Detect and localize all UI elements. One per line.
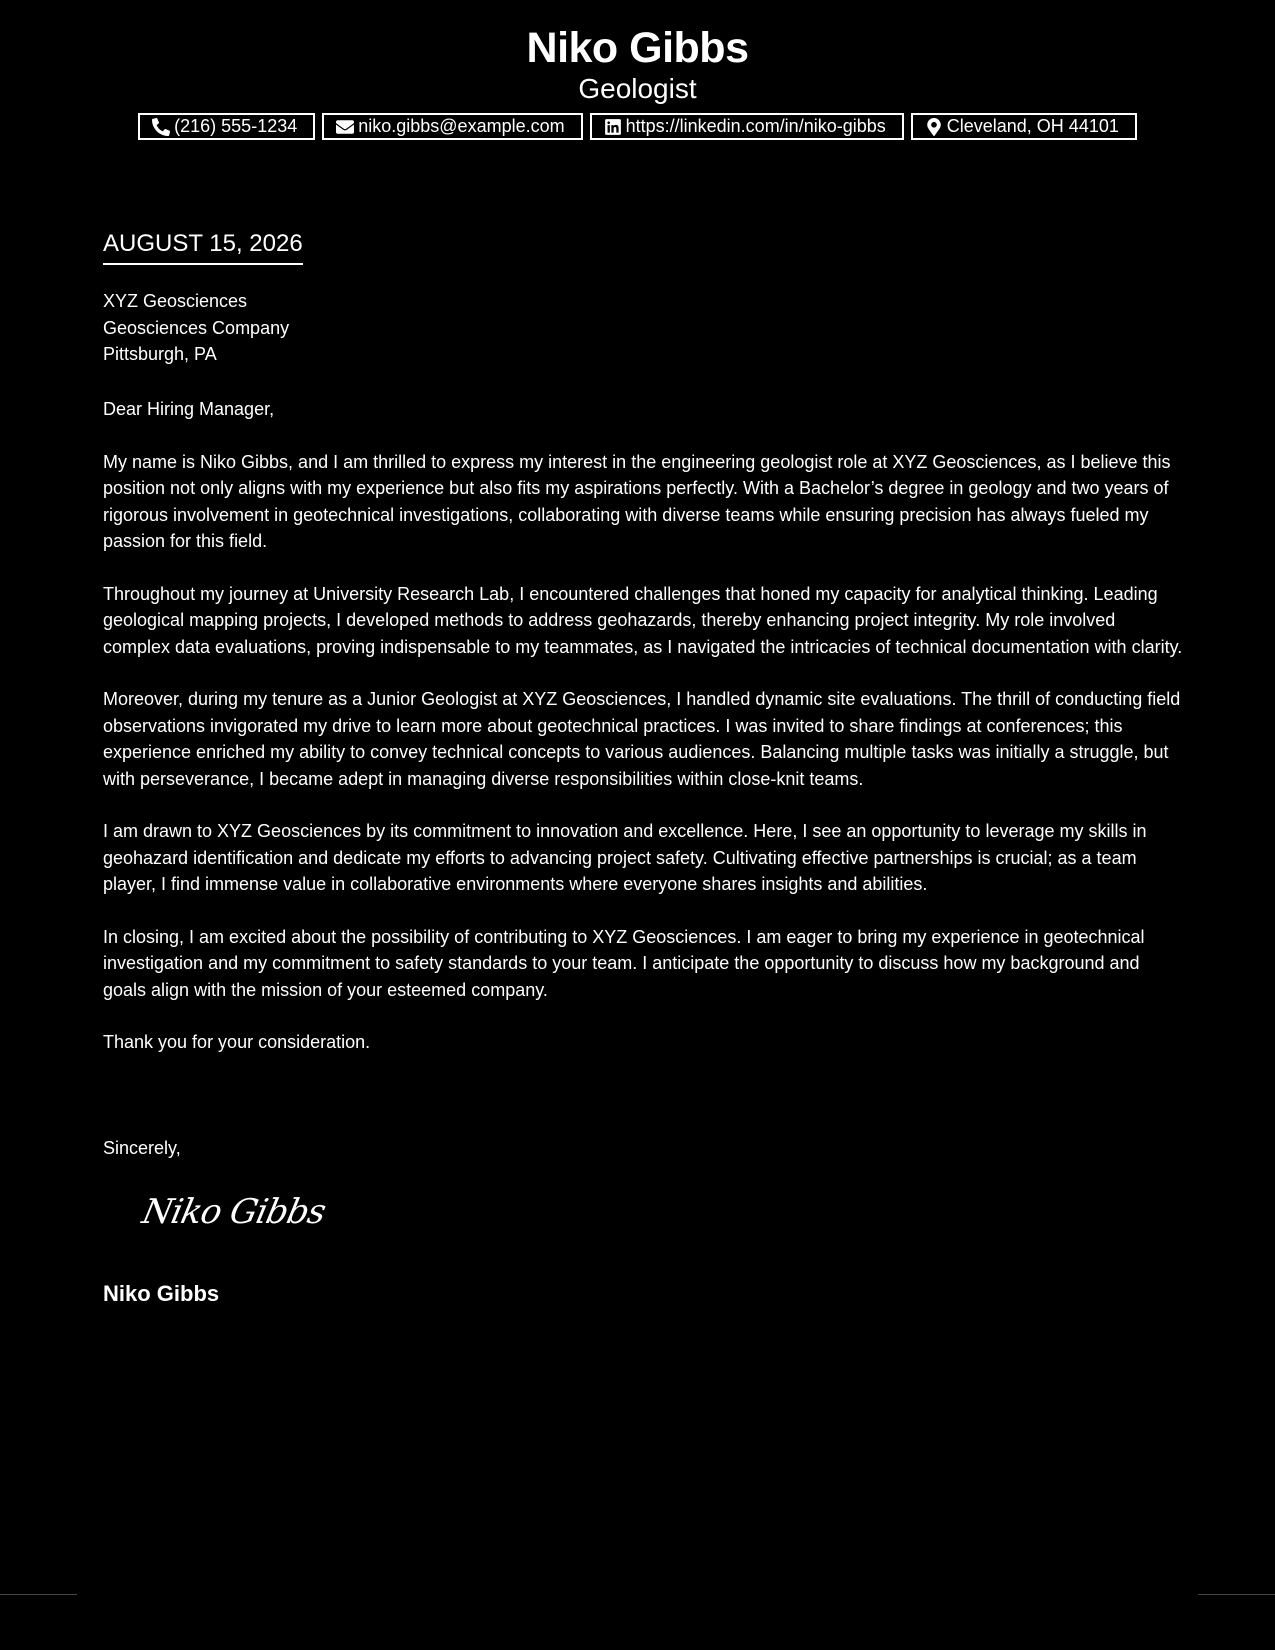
recipient-city: Pittsburgh, PA	[103, 344, 217, 364]
signature: Niko Gibbs	[138, 1192, 329, 1232]
body-paragraph-3: Moreover, during my tenure as a Junior Geologist at XYZ Geosciences, I handled dynamic site evaluations. The thrill of conducting field observations invigorated my drive to learn more about geotechnical practices. I was invited to share findings at conferences; this experience enriched my ability to convey technical concepts to various audiences. Balancing multiple tasks was initially a struggle, but with perseverance, I became adept in managing diverse responsibilities within close-knit teams.	[103, 689, 1181, 789]
email-text: niko.gibbs@example.com	[358, 116, 565, 136]
contact-linkedin[interactable]	[590, 113, 904, 140]
map-marker-icon	[925, 118, 943, 136]
contact-location[interactable]	[911, 113, 1137, 140]
envelope-icon	[336, 118, 354, 136]
thanks-line: Thank you for your consideration.	[103, 1032, 371, 1052]
closing: Sincerely,	[103, 1138, 181, 1158]
linkedin-text: https://linkedin.com/in/niko-gibbs	[625, 116, 886, 136]
footer-rule-right	[1198, 1594, 1275, 1595]
recipient-block	[103, 288, 289, 368]
contact-email[interactable]	[322, 113, 582, 140]
letter-date: AUGUST 15, 2026	[103, 228, 303, 265]
phone-text: (216) 555-1234	[174, 116, 298, 136]
contact-phone[interactable]	[138, 113, 315, 140]
body-paragraph-2: Throughout my journey at University Research Lab, I encountered challenges that honed my capacity for analytical thinking. Leading geological mapping projects, I developed methods to address geohazards, thereby enhancing project integrity. My role involved complex data evaluations, proving indispensable to my teammates, as I navigated the intricacies of technical documentation with clarity.	[103, 583, 1183, 657]
phone-icon	[152, 118, 170, 136]
body-paragraph-4: I am drawn to XYZ Geosciences by its commitment to innovation and excellence. Here, I see an opportunity to leverage my skills in geohazard identification and dedicate my efforts to advancing project safety. Cultivating effective partnerships is crucial; as a team player, I find immense value in collaborative environments where everyone shares insights and abilities.	[103, 821, 1147, 894]
contact-bar	[0, 113, 1275, 140]
location-text: Cleveland, OH 44101	[946, 116, 1119, 136]
applicant-name: Niko Gibbs	[526, 24, 749, 72]
signer-name: Niko Gibbs	[103, 1281, 220, 1306]
applicant-title: Geologist	[578, 73, 697, 104]
footer-rule-left	[0, 1594, 77, 1595]
letter-body	[103, 396, 1183, 1082]
body-paragraph-1: My name is Niko Gibbs, and I am thrilled to express my interest in the engineering geologist role at XYZ Geosciences, as I believe this position not only aligns with my experience but also fits my aspirations perfectly. With a Bachelor’s degree in geology and two years of rigorous involvement in geotechnical investigations, collaborating with diverse teams while ensuring precision has always fueled my passion for this field.	[103, 451, 1171, 551]
recipient-company: XYZ Geosciences	[103, 291, 248, 311]
body-paragraph-5: In closing, I am excited about the possibility of contributing to XYZ Geosciences. I am eager to bring my experience in geotechnical investigation and my commitment to safety standards to your team. I anticipate the opportunity to discuss how my background and goals align with the mission of your esteemed company.	[103, 926, 1145, 1000]
linkedin-icon	[604, 118, 622, 136]
recipient-company-type: Geosciences Company	[103, 317, 290, 338]
salutation: Dear Hiring Manager,	[103, 399, 275, 419]
